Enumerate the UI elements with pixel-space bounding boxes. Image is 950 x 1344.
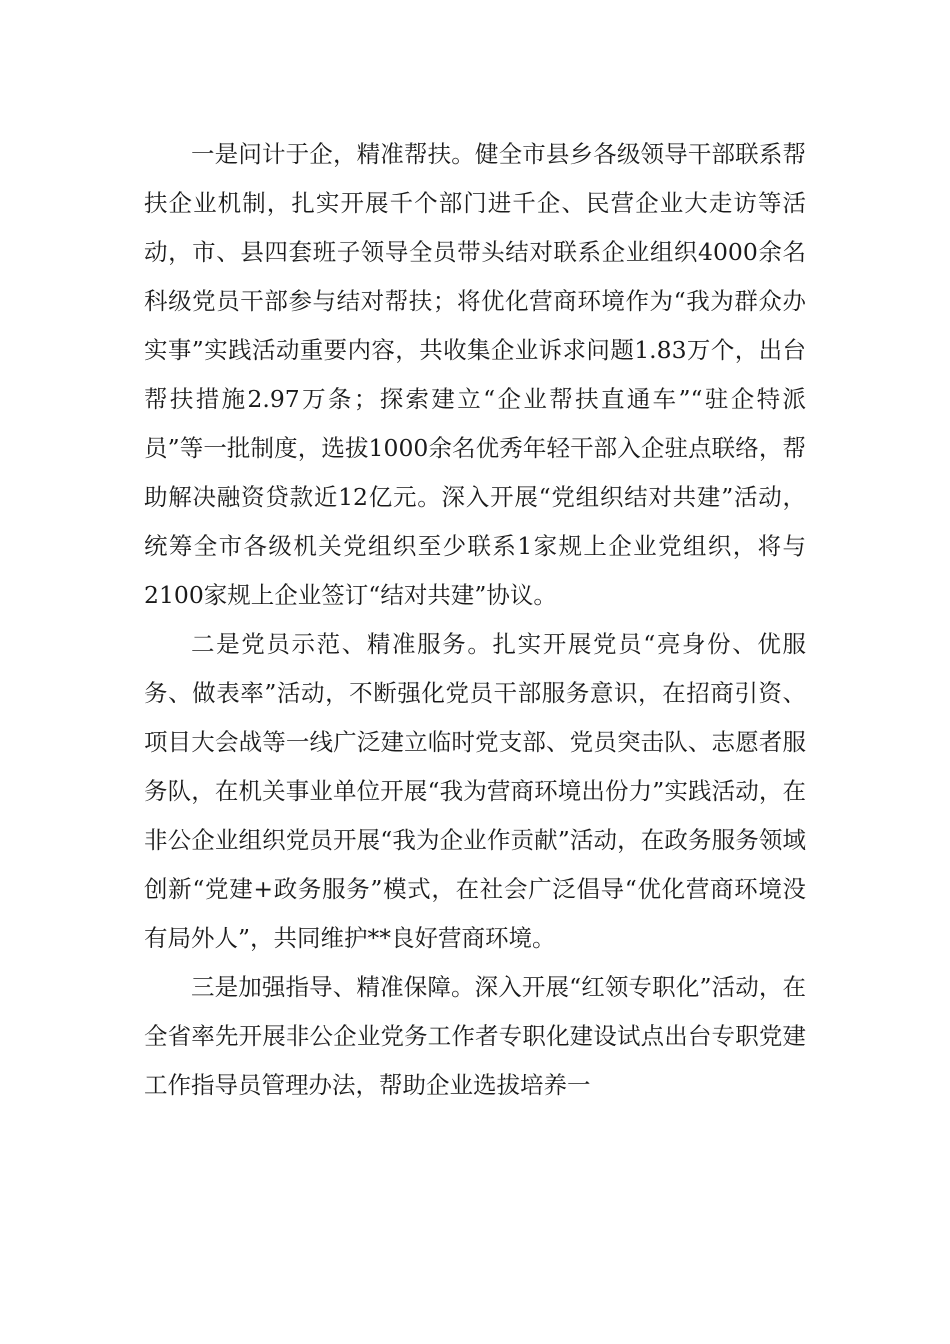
paragraph-1: 一是问计于企，精准帮扶。健全市县乡各级领导干部联系帮扶企业机制，扎实开展千个部门进千企、民营企业大走访等活动，市、县四套班子领导全员带头结对联系企业组织4000余名科级党员干部参与结对帮扶；将优化营商环境作为“我为群众办实事”实践活动重要内容，共收集企业诉求问题1.83万个，出台帮扶措施2.97万条；探索建立“企业帮扶直通车”“驻企特派员”等一批制度，选拔1000余名优秀年轻干部入企驻点联络，帮助解决融资贷款近12亿元。深入开展“党组织结对共建”活动，统筹全市各级机关党组织至少联系1家规上企业党组织，将与2100家规上企业签订“结对共建”协议。: [144, 140, 806, 609]
paragraph-2: 二是党员示范、精准服务。扎实开展党员“亮身份、优服务、做表率”活动，不断强化党员干部服务意识，在招商引资、项目大会战等一线广泛建立临时党支部、党员突击队、志愿者服务队，在机关事业单位开展“我为营商环境出份力”实践活动，在非公企业组织党员开展“我为企业作贡献”活动，在政务服务领域创新“党建+政务服务”模式，在社会广泛倡导“优化营商环境没有局外人”，共同维护**良好营商环境。: [144, 630, 806, 952]
paragraph-3: 三是加强指导、精准保障。深入开展“红领专职化”活动，在全省率先开展非公企业党务工作者专职化建设试点出台专职党建工作指导员管理办法，帮助企业选拔培养一: [144, 973, 806, 1099]
document-page: [144, 130, 806, 1110]
